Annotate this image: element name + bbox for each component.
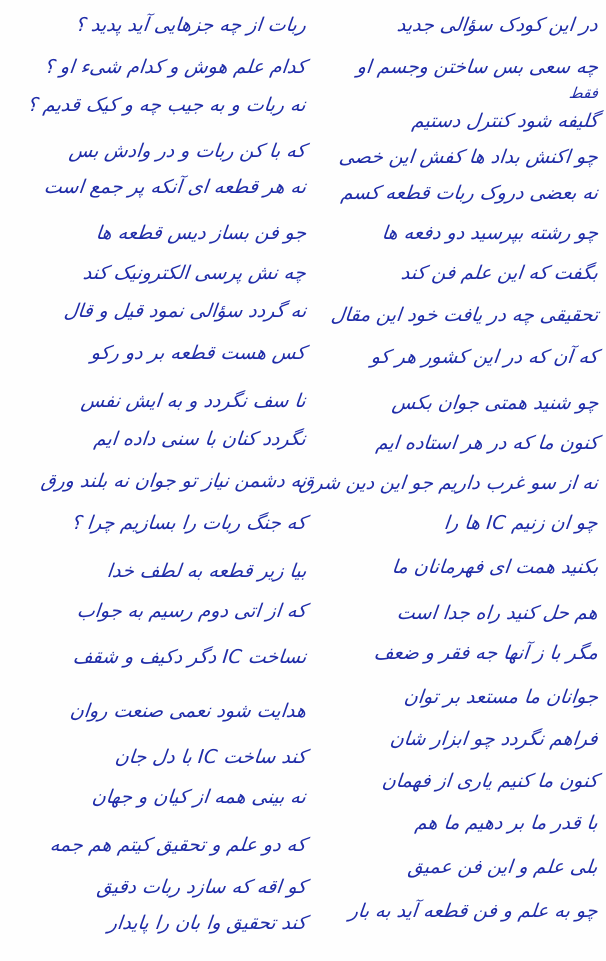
handwritten-line: جوانان ما مستعد بر توان	[402, 686, 600, 708]
handwritten-line: نه دشمن نیاز تو جوان نه بلند ورق	[39, 470, 308, 492]
handwritten-line: هم حل کنید راه جدا است	[396, 602, 600, 624]
handwritten-line: چو شنید همتی جوان بکس	[390, 392, 600, 414]
handwritten-line: نه از سو غرب داریم جو این دین شرق	[297, 472, 600, 494]
handwritten-line: کنون ما که در هر استاده ایم	[374, 432, 600, 454]
handwritten-line: نساخت IC دگر دکیف و شقف	[71, 646, 308, 668]
handwritten-line: بلی علم و این فن عمیق	[407, 856, 600, 878]
handwritten-line: نه هر قطعه ای آنکه پر جمع است	[42, 176, 308, 198]
handwritten-line: فراهم نگردد چو ابزار شان	[389, 728, 600, 750]
handwritten-line: نه بعضی دروک ربات قطعه کسم	[339, 182, 600, 204]
handwritten-line: که دو علم و تحقیق کیتم هم جمه	[48, 834, 308, 856]
handwritten-line: کدام علم هوش و کدام شیء او ؟	[42, 56, 308, 78]
handwritten-line: که جنگ ربات را بسازیم چرا ؟	[69, 512, 308, 534]
handwritten-line: نگردد کنان با سنی داده ایم	[93, 428, 308, 450]
handwritten-line: تحقیقی چه در یافت خود این مقال	[329, 304, 600, 326]
handwritten-line: بگفت که این علم فن کند	[399, 262, 600, 284]
handwritten-line: چو به علم و فن قطعه آید به بار	[348, 900, 600, 922]
handwritten-line: نه ربات و به جیب چه و کیک قدیم ؟	[26, 94, 308, 116]
handwritten-line: که با کن ربات و در وادش بس	[68, 140, 308, 162]
handwritten-line: چو اکنش بداد ها کفش این خصی	[337, 146, 600, 168]
handwritten-line: کند تحقیق وا بان را پایدار	[106, 912, 308, 934]
handwritten-line: کو اقه که سازد ربات دقیق	[95, 876, 308, 898]
handwritten-line: مگر با ز آنها جه فقر و ضعف	[372, 642, 600, 664]
handwritten-line: کس هست قطعه بر دو رکو	[90, 342, 308, 364]
handwritten-line: گلیفه شود کنترل دستیم	[410, 110, 600, 132]
handwritten-line: ربات از چه جزهایی آید پدید ؟	[73, 14, 308, 36]
handwritten-line: فقط	[568, 84, 599, 102]
handwritten-line: چه نش پرسی الکترونیک کند	[81, 262, 308, 284]
handwritten-line: که از اتی دوم رسیم به جواب	[75, 600, 308, 622]
handwritten-line: نه بینی همه از کیان و جهان	[90, 786, 308, 808]
handwritten-line: بیا زیر قطعه به لطف خدا	[105, 560, 308, 582]
handwritten-line: کنون ما کنیم یاری از فهمان	[380, 770, 600, 792]
handwritten-line: بکنید همت ای فهرمانان ما	[390, 556, 600, 578]
handwritten-line: که آن که در این کشور هر کو	[369, 346, 600, 368]
handwritten-line: چو ان زنیم IC ها را	[443, 512, 600, 534]
handwritten-line: هدایت شود نعمی صنعت روان	[68, 700, 308, 722]
handwritten-line: در این کودک سؤالی جدید	[396, 14, 600, 36]
handwritten-line: نه گردد سؤالی نمود قیل و قال	[62, 300, 308, 322]
handwritten-line: چو رشته بپرسید دو دفعه ها	[380, 222, 600, 244]
handwritten-line: چه سعی بس ساختن وجسم او	[355, 56, 600, 78]
handwritten-line: جو فن بساز دیس قطعه ها	[94, 222, 308, 244]
handwritten-line: با قدر ما بر دهیم ما هم	[414, 812, 600, 834]
handwritten-line: کند ساخت IC با دل جان	[113, 746, 308, 768]
handwritten-line: نا سف نگردد و به ایش نفس	[80, 390, 308, 412]
